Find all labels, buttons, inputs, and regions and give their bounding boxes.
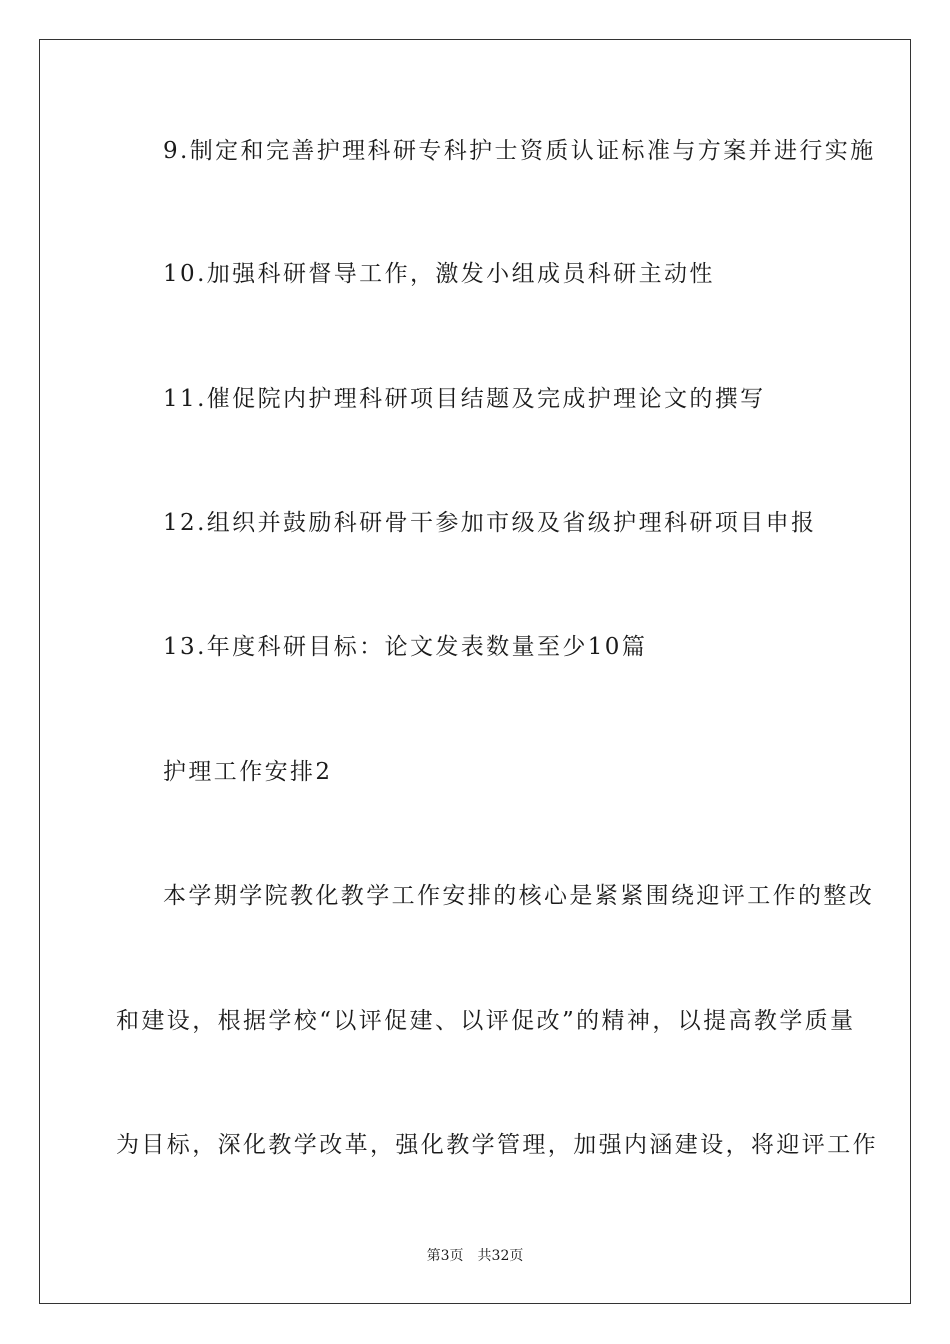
total-pages-label: 共32页: [477, 1248, 524, 1264]
list-item-13: 13.年度科研目标：论文发表数量至少10篇: [163, 634, 648, 660]
list-item-10: 10.加强科研督导工作，激发小组成员科研主动性: [163, 261, 715, 287]
paragraph-line-3: 为目标，深化教学改革，强化教学管理，加强内涵建设，将迎评工作: [116, 1132, 878, 1158]
current-page-label: 第3页: [426, 1248, 464, 1264]
list-item-12: 12.组织并鼓励科研骨干参加市级及省级护理科研项目申报: [163, 510, 817, 536]
page-footer: [0, 1247, 950, 1265]
paragraph-line-1: 本学期学院教化教学工作安排的核心是紧紧围绕迎评工作的整改: [163, 883, 875, 909]
section-heading: 护理工作安排2: [163, 759, 333, 785]
list-item-9: 9.制定和完善护理科研专科护士资质认证标准与方案并进行实施: [163, 138, 876, 164]
list-item-11: 11.催促院内护理科研项目结题及完成护理论文的撰写: [163, 386, 766, 412]
page-border: [39, 39, 911, 1304]
paragraph-line-2: 和建设，根据学校“以评促建、以评促改”的精神，以提高教学质量: [116, 1008, 856, 1034]
